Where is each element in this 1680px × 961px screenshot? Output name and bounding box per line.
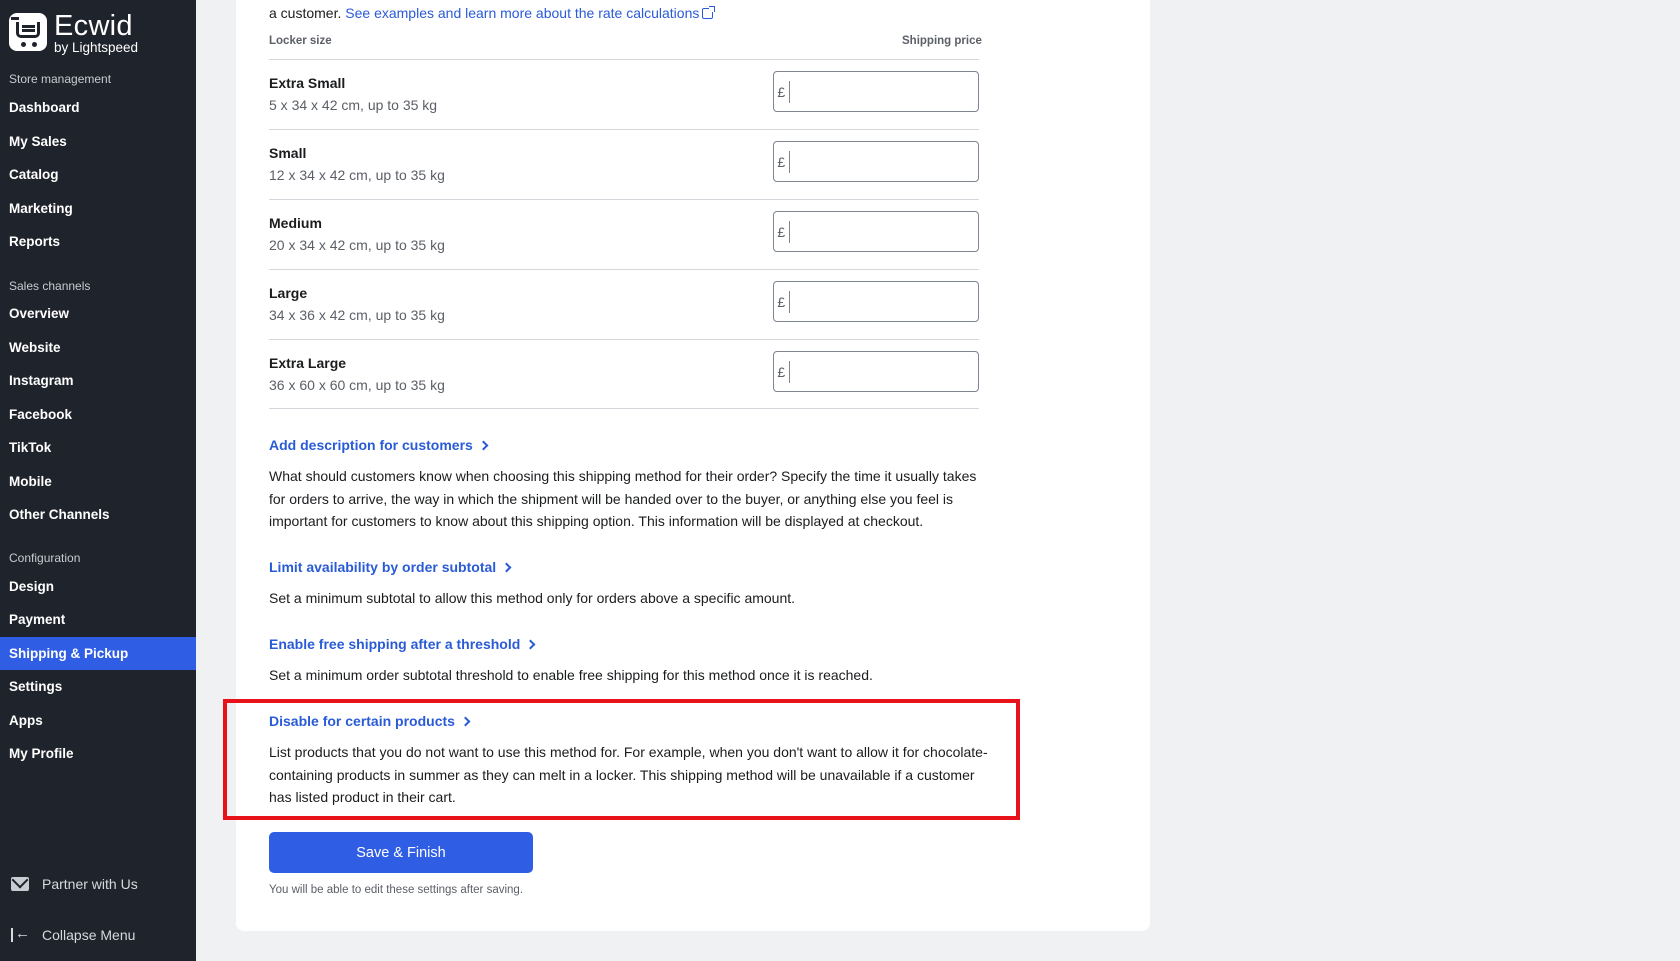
price-field[interactable] [789, 212, 978, 251]
sidebar-item-my-sales[interactable]: My Sales [9, 134, 67, 149]
brand-name: Ecwid [54, 10, 133, 42]
price-input-medium[interactable] [773, 211, 979, 252]
free-shipping-text: Set a minimum order subtotal threshold to enable free shipping for this method once it is reached. [269, 667, 873, 683]
rate-calculations-link[interactable] [345, 5, 713, 21]
logo[interactable] [9, 10, 139, 55]
disable-products-text: List products that you do not want to use this method for. For example, when you don't want to allow it for chocolate-containing products in summer as they can melt in a locker. This shipping method will be unavailable if a customer has listed product in their cart. [269, 744, 988, 805]
price-field[interactable] [789, 142, 978, 181]
table-row [269, 59, 979, 129]
sidebar-item-instagram[interactable]: Instagram [9, 373, 74, 388]
sidebar-item-tiktok[interactable]: TikTok [9, 440, 52, 455]
partner-label: Partner with Us [42, 876, 138, 892]
locker-size-name: Medium [269, 215, 322, 231]
sidebar-item-facebook[interactable]: Facebook [9, 407, 73, 422]
table-row [269, 339, 979, 409]
save-note: You will be able to edit these settings after saving. [269, 884, 524, 896]
free-shipping-label: Enable free shipping after a threshold [269, 636, 521, 652]
cart-logo-icon [9, 13, 47, 51]
locker-size-name: Extra Small [269, 75, 346, 91]
sidebar-item-my-profile[interactable]: My Profile [9, 746, 74, 761]
locker-size-desc: 36 x 60 x 60 cm, up to 35 kg [269, 377, 445, 393]
sidebar-item-mobile[interactable]: Mobile [9, 474, 52, 489]
section-store-management: Store management [9, 72, 112, 86]
sidebar-item-marketing[interactable]: Marketing [9, 201, 73, 216]
external-link-icon [702, 8, 713, 19]
highlight-box [223, 699, 1020, 820]
limit-availability-text: Set a minimum subtotal to allow this method only for orders above a specific amount. [269, 590, 796, 606]
locker-size-name: Extra Large [269, 355, 347, 371]
intro-text [269, 5, 713, 21]
collapse-icon [11, 928, 29, 942]
free-shipping-link[interactable] [269, 636, 534, 652]
add-description-link[interactable] [269, 437, 487, 453]
price-field[interactable] [789, 72, 978, 111]
intro-lead: a customer. [269, 5, 342, 21]
partner-link[interactable] [11, 876, 138, 892]
chevron-right-icon [502, 563, 512, 573]
sidebar-item-reports[interactable]: Reports [9, 234, 61, 249]
price-field[interactable] [789, 352, 978, 391]
price-input-extra-small[interactable] [773, 71, 979, 112]
sidebar-item-dashboard[interactable]: Dashboard [9, 100, 80, 115]
add-description-label: Add description for customers [269, 437, 473, 453]
table-row [269, 269, 979, 339]
sidebar-item-website[interactable]: Website [9, 340, 61, 355]
limit-availability-label: Limit availability by order subtotal [269, 559, 497, 575]
locker-size-desc: 34 x 36 x 42 cm, up to 35 kg [269, 307, 445, 323]
add-description-text: What should customers know when choosing this shipping method for their order? Specify the time it usually takes for orders to arrive, the way in which the shipment will be handed over to the buyer, or anything else you feel is important for customers to know about this shipping option. This information will be displayed at checkout. [269, 468, 977, 529]
locker-size-name: Large [269, 285, 308, 301]
sidebar-item-other-channels[interactable]: Other Channels [9, 507, 110, 522]
sidebar-item-design[interactable]: Design [9, 579, 55, 594]
currency-symbol: £ [777, 363, 786, 380]
table-row [269, 199, 979, 269]
sidebar [0, 0, 196, 961]
col-shipping-price: Shipping price [902, 35, 982, 47]
sidebar-item-catalog[interactable]: Catalog [9, 167, 59, 182]
chevron-right-icon [526, 640, 536, 650]
collapse-menu-button[interactable] [11, 927, 135, 943]
locker-size-desc: 5 x 34 x 42 cm, up to 35 kg [269, 97, 438, 113]
section-configuration: Configuration [9, 551, 81, 565]
price-input-extra-large[interactable] [773, 351, 979, 392]
sidebar-item-overview[interactable]: Overview [9, 306, 70, 321]
locker-size-desc: 20 x 34 x 42 cm, up to 35 kg [269, 237, 445, 253]
locker-size-name: Small [269, 145, 307, 161]
price-input-small[interactable] [773, 141, 979, 182]
chevron-right-icon [478, 441, 488, 451]
sidebar-item-payment[interactable]: Payment [9, 612, 66, 627]
currency-symbol: £ [777, 153, 786, 170]
sidebar-item-apps[interactable]: Apps [9, 713, 43, 728]
sidebar-item-shipping-pickup[interactable]: Shipping & Pickup [0, 637, 196, 670]
currency-symbol: £ [777, 83, 786, 100]
col-locker-size: Locker size [269, 35, 332, 47]
limit-availability-link[interactable] [269, 559, 510, 575]
locker-size-desc: 12 x 34 x 42 cm, up to 35 kg [269, 167, 445, 183]
mail-icon [11, 877, 29, 891]
table-row [269, 129, 979, 199]
price-field[interactable] [789, 282, 978, 321]
brand-sub: by Lightspeed [54, 40, 139, 55]
currency-symbol: £ [777, 293, 786, 310]
sidebar-item-settings[interactable]: Settings [9, 679, 63, 694]
rate-calculations-link-label: See examples and learn more about the rate calculations [345, 5, 700, 21]
save-finish-button[interactable]: Save & Finish [269, 832, 533, 873]
disable-products-label: Disable for certain products [269, 713, 455, 729]
currency-symbol: £ [777, 223, 786, 240]
price-input-large[interactable] [773, 281, 979, 322]
collapse-label: Collapse Menu [42, 927, 136, 943]
section-sales-channels: Sales channels [9, 279, 91, 293]
